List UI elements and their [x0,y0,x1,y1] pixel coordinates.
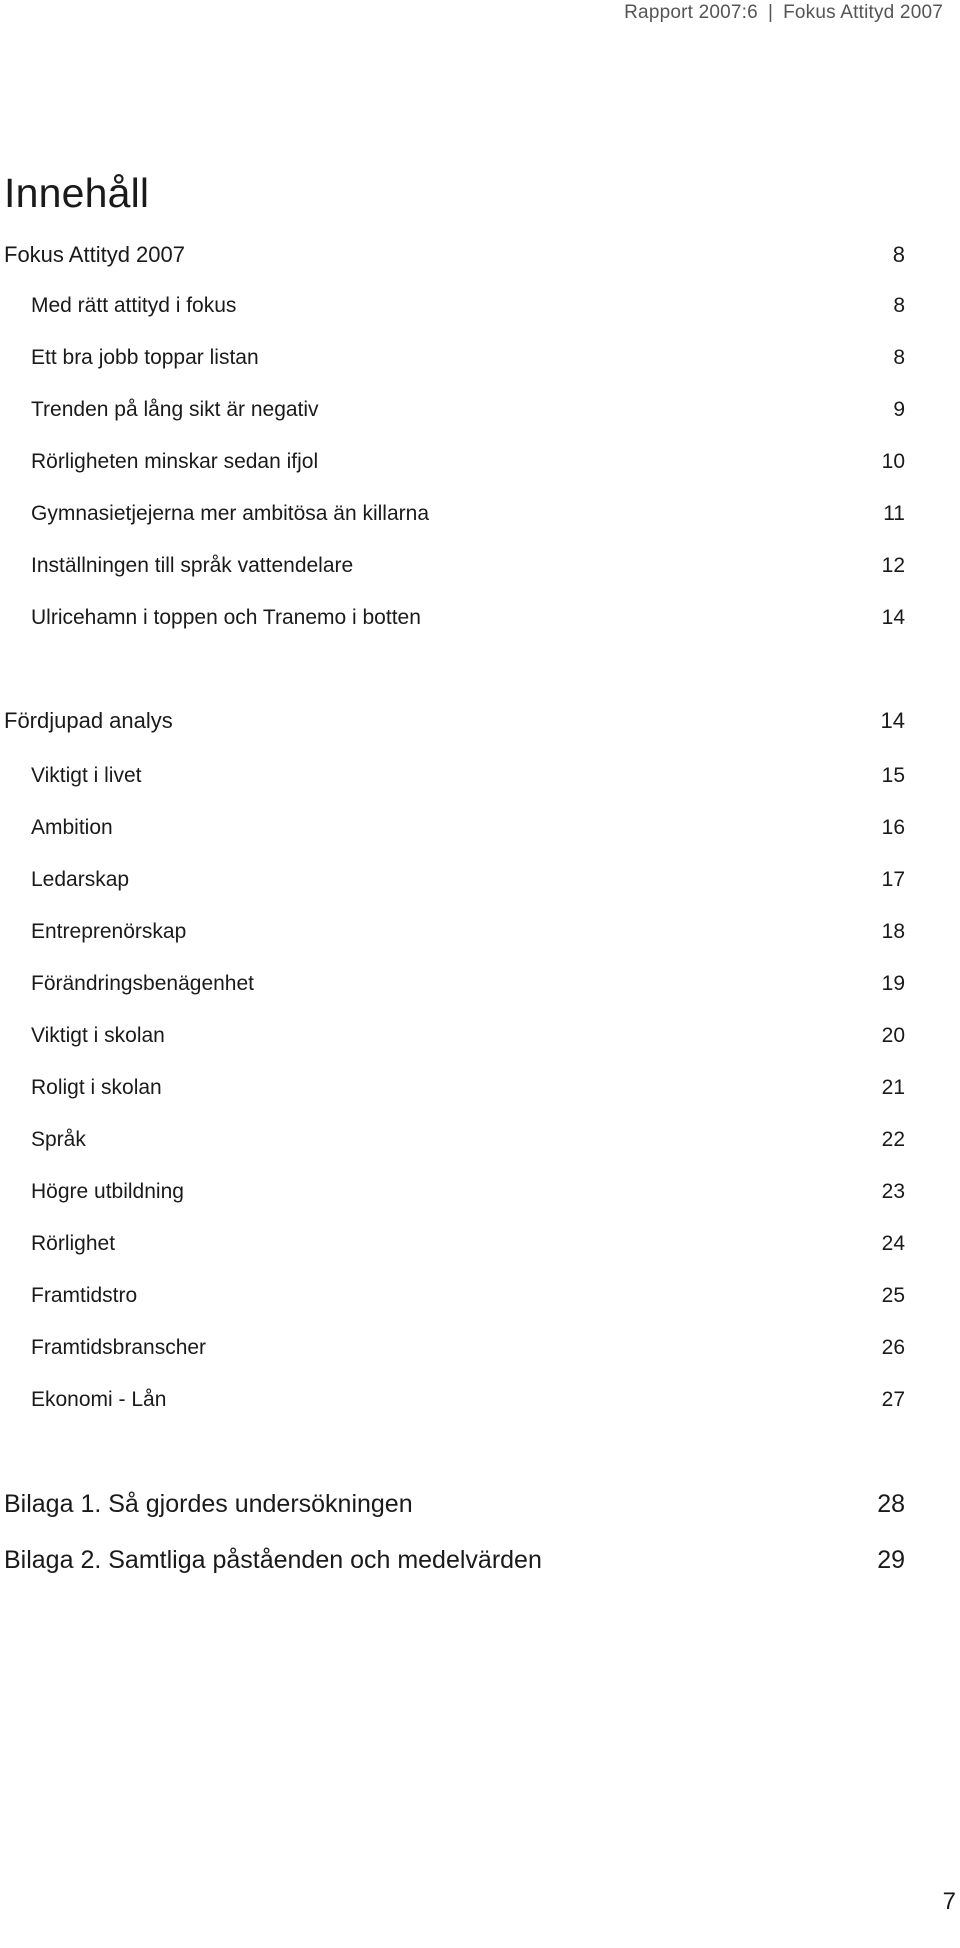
toc-entry-title: Fokus Attityd 2007 [4,242,185,267]
toc-entry-page: 25 [881,1284,905,1307]
page-title: Innehåll [4,170,150,216]
toc-entry-title: Ledarskap [31,868,130,891]
toc-entry-title: Bilaga 2. Samtliga påståenden och medelvärden [4,1546,542,1574]
toc-entry-title: Rörlighet [31,1232,116,1255]
toc-entry-title: Viktigt i livet [31,764,142,787]
toc-appendix-2[interactable] [4,1546,905,1576]
toc-entry-title: Ekonomi - Lån [31,1388,167,1411]
toc-entry-title: Ulricehamn i toppen och Tranemo i botten [31,606,421,629]
toc-entry[interactable] [31,1180,905,1210]
toc-entry-page: 12 [881,554,905,577]
toc-entry-title: Ett bra jobb toppar listan [31,346,259,369]
toc-entry[interactable] [31,1024,905,1054]
toc-entry[interactable] [31,920,905,950]
toc-entry-page: 20 [881,1024,905,1047]
toc-entry[interactable] [31,502,905,532]
toc-entry-page: 28 [877,1490,905,1518]
toc-entry-page: 21 [881,1076,905,1099]
toc-entry-page: 24 [881,1232,905,1255]
toc-entry-title: Framtidstro [31,1284,138,1307]
toc-entry-title: Högre utbildning [31,1180,184,1203]
toc-entry-title: Rörligheten minskar sedan ifjol [31,450,319,473]
toc-entry[interactable] [31,972,905,1002]
toc-entry-title: Entreprenörskap [31,920,187,943]
running-header [624,2,943,24]
toc-entry-title: Bilaga 1. Så gjordes undersökningen [4,1490,413,1518]
toc-entry-page: 22 [881,1128,905,1151]
toc-entry[interactable] [31,450,905,480]
toc-entry[interactable] [31,1388,905,1418]
toc-entry-page: 9 [893,398,905,421]
toc-entry-page: 11 [883,502,905,525]
toc-entry[interactable] [31,606,905,636]
toc-entry[interactable] [31,294,905,324]
toc-entry-page: 17 [881,868,905,891]
toc-appendix-1[interactable] [4,1490,905,1520]
toc-entry-title: Roligt i skolan [31,1076,162,1099]
toc-entry[interactable] [31,1336,905,1366]
report-number: Rapport 2007:6 [624,2,758,23]
toc-entry-title: Trenden på lång sikt är negativ [31,398,319,421]
toc-entry-title: Framtidsbranscher [31,1336,207,1359]
toc-entry-title: Fördjupad analys [4,708,173,733]
toc-entry-title: Förändringsbenägenhet [31,972,255,995]
toc-entry-page: 15 [881,764,905,787]
toc-entry[interactable] [31,398,905,428]
toc-entry-title: Ambition [31,816,113,839]
toc-section-fokus-attityd[interactable] [4,242,905,272]
toc-entry-page: 10 [881,450,905,473]
toc-entry-page: 16 [881,816,905,839]
toc-entry-page: 14 [881,606,905,629]
toc-entry[interactable] [31,1232,905,1262]
toc-entry-title: Med rätt attityd i fokus [31,294,237,317]
toc-entry-page: 19 [881,972,905,995]
toc-entry-page: 27 [881,1388,905,1411]
toc-entry[interactable] [31,1284,905,1314]
toc-entry[interactable] [31,764,905,794]
toc-entry-page: 26 [881,1336,905,1359]
toc-entry-page: 8 [893,346,905,369]
toc-entry-title: Inställningen till språk vattendelare [31,554,354,577]
toc-entry-title: Gymnasietjejerna mer ambitösa än killarna [31,502,430,525]
toc-entry-page: 29 [877,1546,905,1574]
toc-entry[interactable] [31,1076,905,1106]
toc-entry-page: 23 [881,1180,905,1203]
toc-entry-title: Språk [31,1128,86,1151]
toc-entry[interactable] [31,1128,905,1158]
toc-entry[interactable] [31,868,905,898]
toc-entry-page: 8 [893,294,905,317]
toc-entry[interactable] [31,816,905,846]
toc-entry-page: 18 [881,920,905,943]
toc-entry-title: Viktigt i skolan [31,1024,165,1047]
toc-section-fordjupad-analys[interactable] [4,708,905,738]
toc-entry-page: 14 [880,708,905,733]
toc-entry[interactable] [31,554,905,584]
header-separator: | [767,2,774,23]
report-series: Fokus Attityd 2007 [783,2,943,23]
toc-entry[interactable] [31,346,905,376]
toc-entry-page: 8 [892,242,905,267]
page-number: 7 [942,1888,956,1915]
